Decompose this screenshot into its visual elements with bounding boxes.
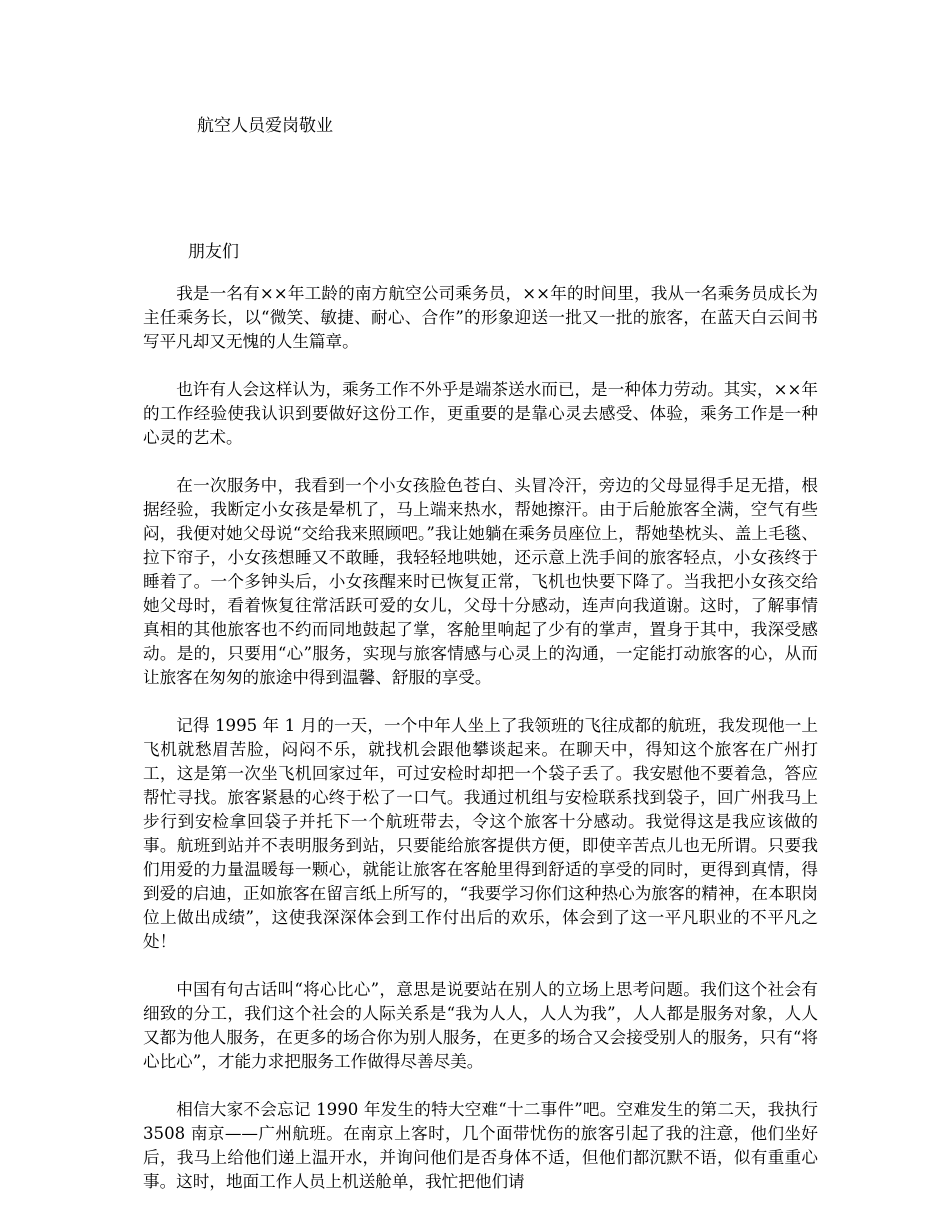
paragraph-1: 我是一名有××年工龄的南方航空公司乘务员，××年的时间里，我从一名乘务员成长为主任乘务长，以“微笑、敏捷、耐心、合作”的形象迎送一批又一批的旅客，在蓝天白云间书写平凡却又无愧的人生篇章。 <box>143 284 818 351</box>
document-body <box>143 282 818 1218</box>
salutation: 朋友们 <box>188 242 239 262</box>
paragraph-4: 记得 1995 年 1 月的一天，一个中年人坐上了我领班的飞往成都的航班，我发现他一上飞机就愁眉苦脸，闷闷不乐，就找机会跟他攀谈起来。在聊天中，得知这个旅客在广州打工，这是第一次坐飞机回家过年，可过安检时却把一个袋子丢了。我安慰他不要着急，答应帮忙寻找。旅客紧悬的心终于松了一口气。我通过机组与安检联系找到袋子，回广州我马上步行到安检拿回袋子并托下一个航班带去，令这个旅客十分感动。我觉得这是我应该做的事。航班到站并不表明服务到站，只要能给旅客提供方便，即使辛苦点儿也无所谓。只要我们用爱的力量温暖每一颗心，就能让旅客在客舱里得到舒适的享受的同时，更得到真情，得到爱的启迪，正如旅客在留言纸上所写的，“我要学习你们这种热心为旅客的精神，在本职岗位上做出成绩”，这使我深深体会到工作付出后的欢乐，体会到了这一平凡职业的不平凡之处！ <box>143 716 818 951</box>
paragraph-3: 在一次服务中，我看到一个小女孩脸色苍白、头冒冷汗，旁边的父母显得手足无措，根据经验，我断定小女孩是晕机了，马上端来热水，帮她擦汗。由于后舱旅客全满，空气有些闷，我便对她父母说“交给我来照顾吧。”我让她躺在乘务员座位上，帮她垫枕头、盖上毛毯、拉下帘子，小女孩想睡又不敢睡，我轻轻地哄她，还示意上洗手间的旅客轻点，小女孩终于睡着了。一个多钟头后，小女孩醒来时已恢复正常，飞机也快要下降了。当我把小女孩交给她父母时，看着恢复往常活跃可爱的女儿，父母十分感动，连声向我道谢。这时，了解事情真相的其他旅客也不约而同地鼓起了掌，客舱里响起了少有的掌声，置身于其中，我深受感动。是的，只要用“心”服务，实现与旅客情感与心灵上的沟通，一定能打动旅客的心，从而让旅客在匆匆的旅途中得到温馨、舒服的享受。 <box>143 476 818 687</box>
document-title: 航空人员爱岗敬业 <box>197 116 333 136</box>
paragraph-6: 相信大家不会忘记 1990 年发生的特大空难“十二事件”吧。空难发生的第二天，我执行 3508 南京——广州航班。在南京上客时，几个面带忧伤的旅客引起了我的注意，他们坐好后，我马上给他们递上温开水，并询问他们是否身体不适，但他们都沉默不语，似有重重心事。这时，地面工作人员上机送舱单，我忙把他们请 <box>143 1100 818 1191</box>
paragraph-2: 也许有人会这样认为，乘务工作不外乎是端茶送水而已，是一种体力劳动。其实，××年的工作经验使我认识到要做好这份工作，更重要的是靠心灵去感受、体验，乘务工作是一种心灵的艺术。 <box>143 380 818 447</box>
paragraph-5: 中国有句古话叫“将心比心”，意思是说要站在别人的立场上思考问题。我们这个社会有细致的分工，我们这个社会的人际关系是“我为人人，人人为我”，人人都是服务对象，人人又都为他人服务，在更多的场合你为别人服务，在更多的场合又会接受别人的服务，只有“将心比心”，才能力求把服务工作做得尽善尽美。 <box>143 980 818 1071</box>
